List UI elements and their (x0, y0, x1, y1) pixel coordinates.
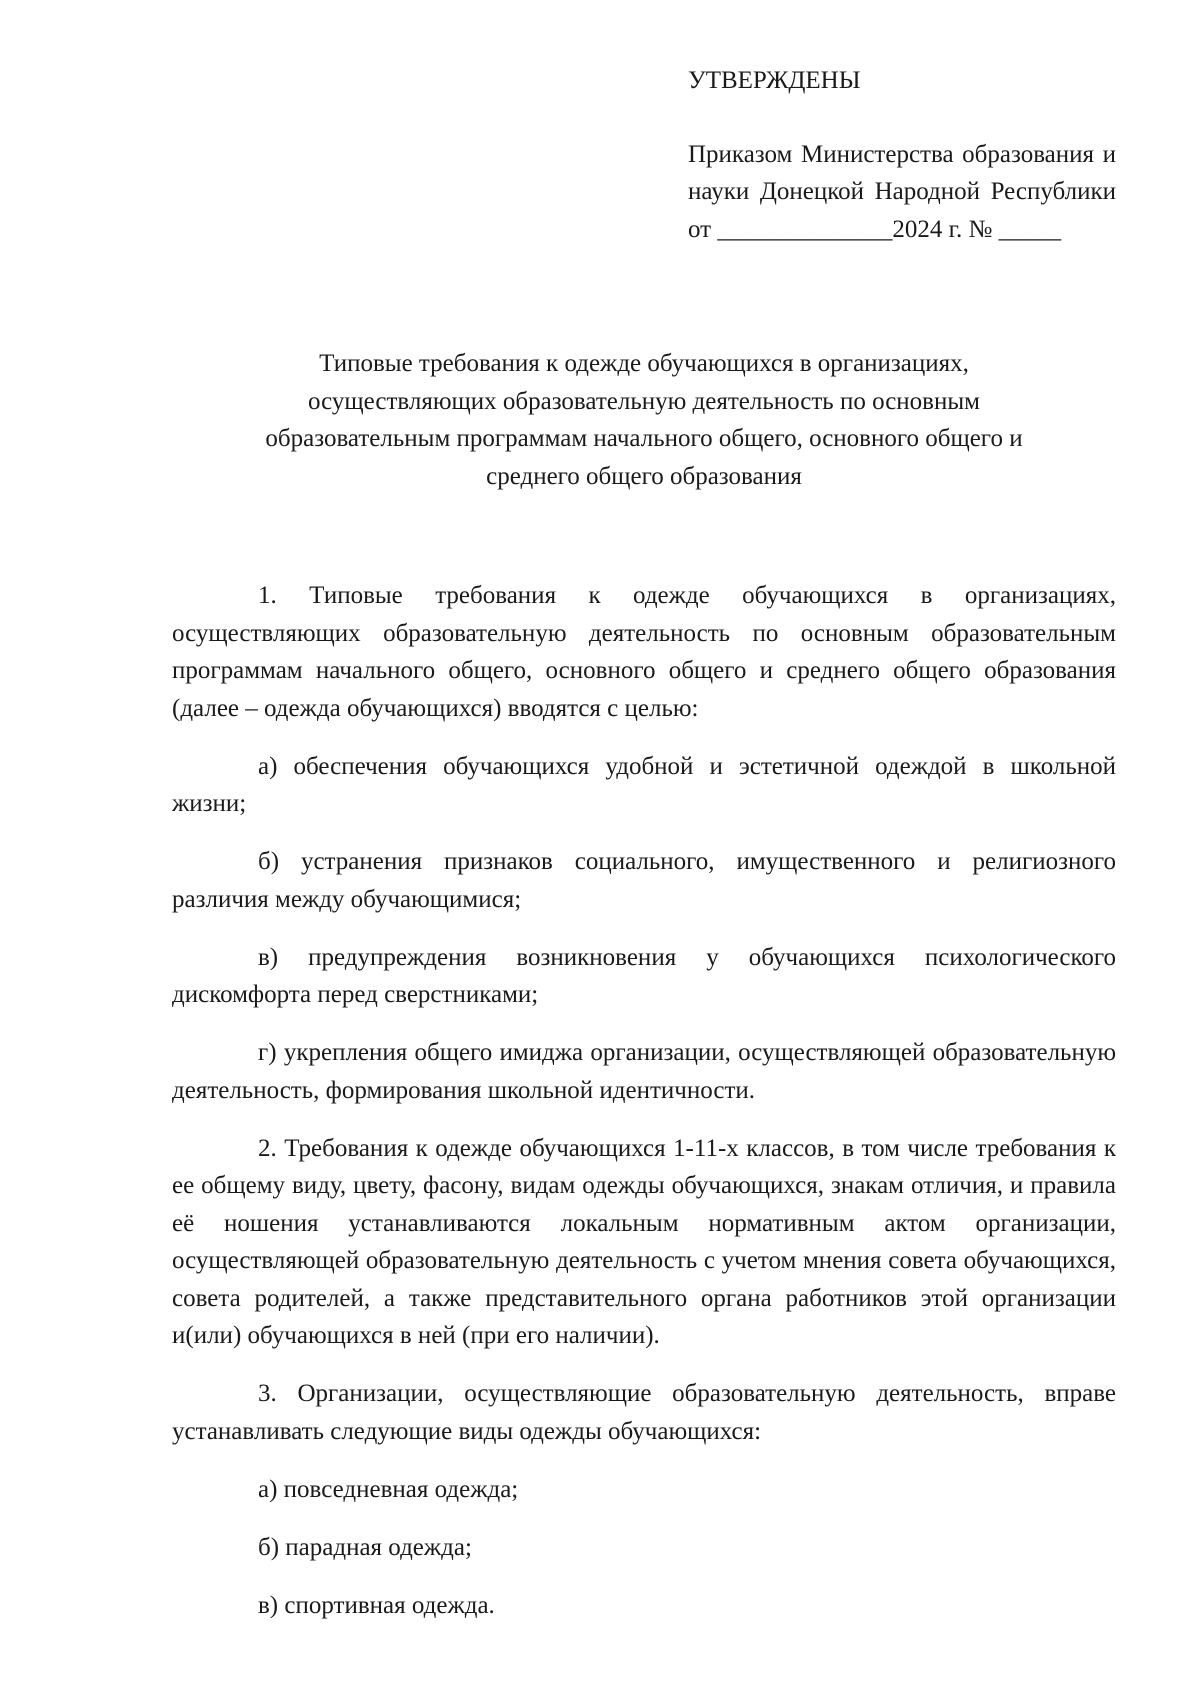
paragraph-1: 1. Типовые требования к одежде обучающихся в организациях, осуществляющих образовательную деятельность по основным образовательным программам начального общего, основного общего и среднего общего образования (далее – одежда обучающихся) вводятся с целью: (172, 582, 1116, 722)
title-line: образовательным программам начального общего, основного общего и (265, 425, 1023, 452)
paragraph-1b: б) устранения признаков социального, имущественного и религиозного различия между обучающимися; (172, 848, 1116, 913)
paragraph-3b: б) парадная одежда; (258, 1533, 472, 1561)
document-title (172, 345, 1116, 495)
approval-date-number: от ______________2024 г. № _____ (688, 215, 1062, 243)
paragraph-2: 2. Требования к одежде обучающихся 1-11-х классов, в том числе требования к ее общему виду, цвету, фасону, видам одежды обучающихся, знакам отличия, и правила её ношения устанавливаются локальным нормативным актом организации, осуществляющей образовательную деятельность с учетом мнения совета обучающихся, совета родителей, а также представительного органа работников этой организации и(или) обучающихся в ней (при его наличии). (172, 1134, 1116, 1349)
approval-block (688, 62, 1116, 248)
paragraph-1g: г) укрепления общего имиджа организации, осуществляющей образовательную деятельность, формирования школьной идентичности. (172, 1039, 1116, 1104)
paragraph-3: 3. Организации, осуществляющие образовательную деятельность, вправе устанавливать следующие виды одежды обучающихся: (172, 1380, 1116, 1445)
title-line: осуществляющих образовательную деятельность по основным (308, 387, 980, 415)
approval-order-text: Приказом Министерства образования и науки Донецкой Народной Республики (688, 140, 1116, 205)
paragraph-1a: а) обеспечения обучающихся удобной и эстетичной одеждой в школьной жизни; (172, 752, 1116, 817)
document-body (172, 577, 1116, 1624)
paragraph-3a: а) повседневная одежда; (258, 1475, 519, 1503)
title-line: Типовые требования к одежде обучающихся в организациях, (319, 350, 969, 377)
paragraph-1v: в) предупреждения возникновения у обучающихся психологического дискомфорта перед сверстниками; (172, 943, 1116, 1008)
approval-heading: УТВЕРЖДЕНЫ (688, 67, 861, 94)
title-line: среднего общего образования (486, 462, 802, 490)
paragraph-3v: в) спортивная одежда. (258, 1591, 495, 1619)
